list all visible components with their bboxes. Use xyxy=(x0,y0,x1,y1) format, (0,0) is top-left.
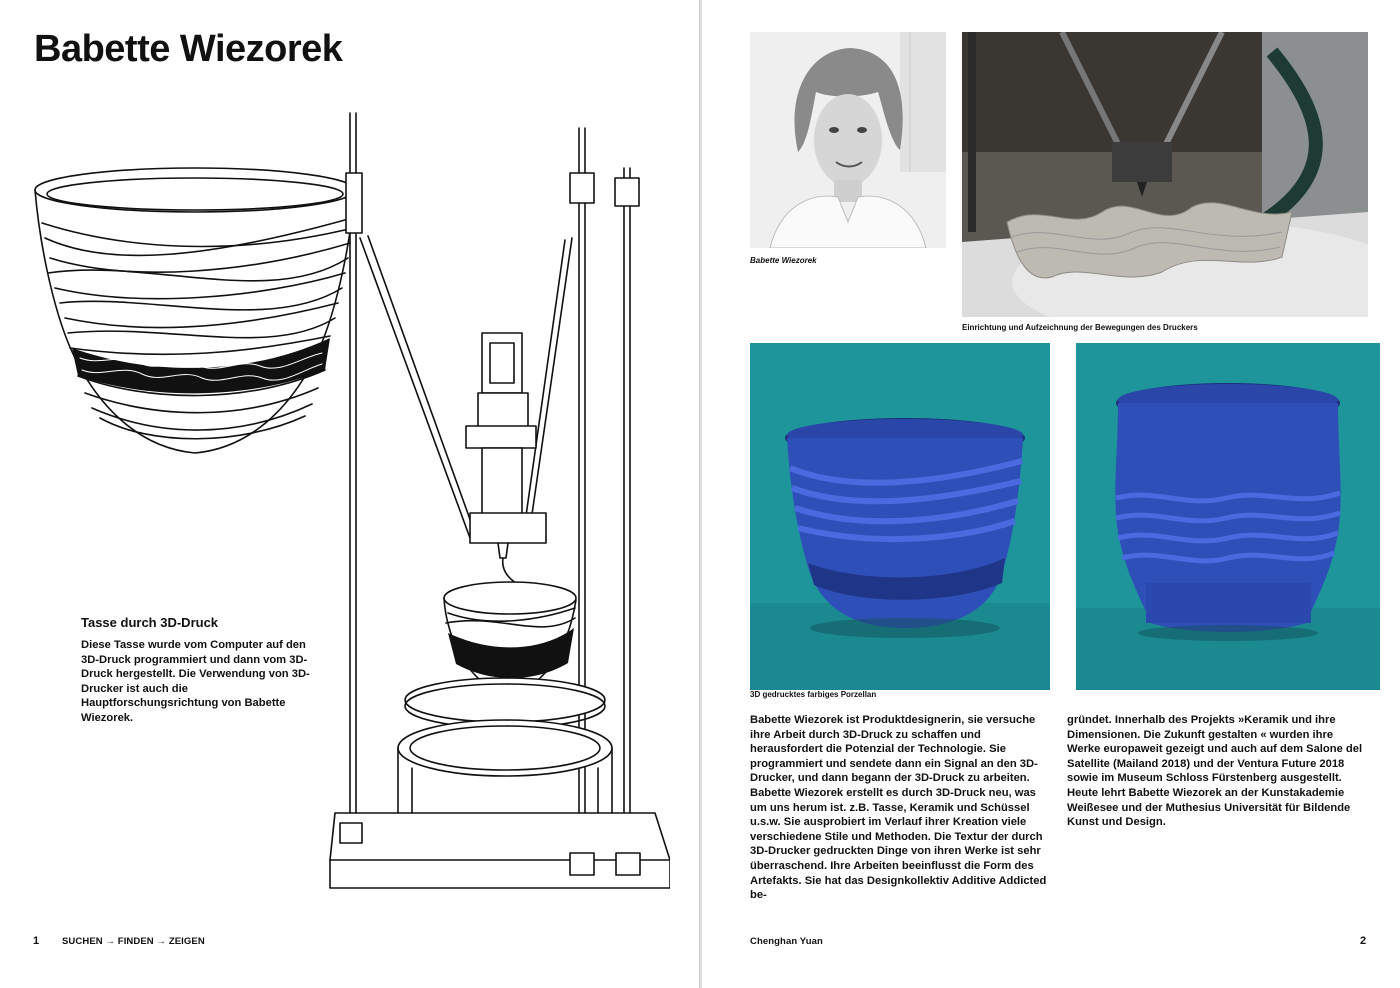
page-number-left: 1 xyxy=(33,935,40,947)
left-page xyxy=(0,0,699,988)
page-title: Babette Wiezorek xyxy=(34,28,343,70)
illustration-caption-body: Diese Tasse wurde vom Computer auf den 3D-Druck programmiert und dann vom 3D-Druck hergestellt. Die Verwendung von 3D-Drucker ist auch die Hauptforschungsrichtung von Babette Wiezorek. xyxy=(81,639,310,724)
printer-photo-caption: Einrichtung und Aufzeichnung der Bewegungen des Druckers xyxy=(962,323,1198,332)
illustration-caption-heading: Tasse durch 3D-Druck xyxy=(81,615,219,630)
3d-printer-illustration xyxy=(30,108,670,918)
running-footer-left: SUCHEN → FINDEN → ZEIGEN xyxy=(62,936,205,947)
body-text-column-1: Babette Wiezorek ist Produktdesignerin, sie versuche ihre Arbeit durch 3D-Druck zu schaffen und herausfordert die Potenzial der Technologie. Sie programmiert und sendete dann ein Signal an den 3D-Drucker, und dann begann der 3D-Druck zu arbeiten. Babette Wiezorek erstellt es durch 3D-Druck neu, was um uns herum ist. z.B. Tasse, Keramik und Schüssel u.s.w. Sie ausprobiert im Verlauf ihrer Kreation viele verschiedene Stile und Methoden. Die Textur der durch 3D-Drucker gedruckten Dinge von ihren Werke ist sehr überraschend. Ihre Arbeiten beeinflusst die Form des Artefakts. Sie hat das Designkollektiv Additive Addicted be- xyxy=(750,714,1047,902)
porcelain-caption: 3D gedrucktes farbiges Porzellan xyxy=(750,690,877,699)
porcelain-photo-2 xyxy=(1076,343,1380,690)
body-text-column-2: gründet. Innerhalb des Projekts »Keramik und ihre Dimensionen. Die Zukunft gestalten « wurden ihre Werke europaweit gezeigt und auch auf dem Salone del Satellite (Mailand 2018) und der Ventura Future 2018 sowie im Museum Schloss Fürstenberg ausgestellt. Heute lehrt Babette Wiezorek an der Kunstakademie Weißesee und der Muthesius Universität für Bildende Kunst und Design. xyxy=(1067,714,1363,829)
printer-photo xyxy=(962,32,1368,317)
porcelain-photo-1 xyxy=(750,343,1050,690)
portrait-photo xyxy=(750,32,946,248)
author-name: Chenghan Yuan xyxy=(750,936,823,947)
portrait-caption: Babette Wiezorek xyxy=(750,256,817,265)
right-page xyxy=(702,0,1400,988)
page-number-right: 2 xyxy=(1360,935,1367,947)
